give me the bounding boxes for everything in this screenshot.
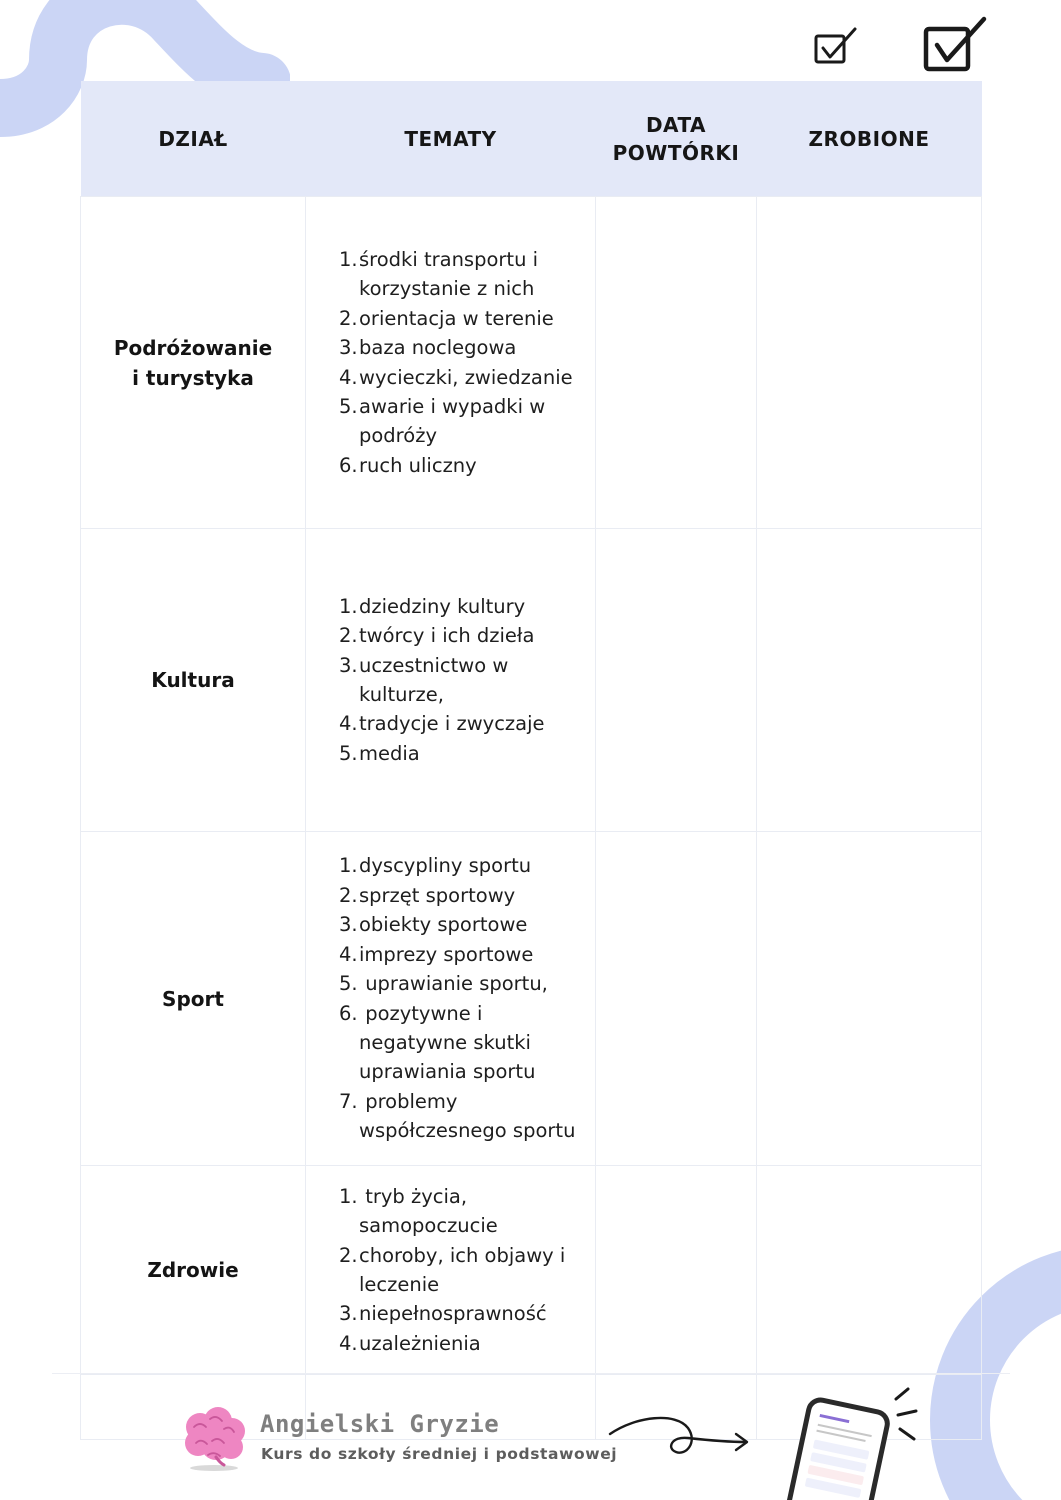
topic-item: 5. uprawianie sportu, bbox=[339, 972, 548, 996]
topic-item: 2.orientacja w terenie bbox=[339, 306, 554, 330]
section-cell bbox=[81, 197, 306, 529]
brain-logo-icon bbox=[180, 1405, 248, 1473]
section-label: Kultura bbox=[151, 668, 235, 692]
topic-item: 1.środki transportu i korzystanie z nich bbox=[339, 247, 539, 301]
topic-item: 1.dyscypliny sportu bbox=[339, 854, 532, 878]
topics-cell bbox=[306, 197, 596, 529]
topic-item: 1.dziedziny kultury bbox=[339, 594, 526, 618]
table-row bbox=[81, 197, 982, 529]
revision-table-wrapper bbox=[80, 81, 981, 1440]
revision-table bbox=[80, 81, 982, 1440]
section-cell bbox=[81, 1166, 306, 1375]
topic-item: 4.uzależnienia bbox=[339, 1331, 481, 1355]
table-row bbox=[81, 529, 982, 832]
topics-cell bbox=[306, 529, 596, 832]
brand-tagline: Kurs do szkoły średniej i podstawowej bbox=[261, 1445, 618, 1463]
topic-item: 7. problemy współczesnego sportu bbox=[339, 1089, 576, 1143]
brand-name: Angielski Gryzie bbox=[260, 1410, 500, 1438]
table-header-row bbox=[81, 81, 982, 197]
section-label: Podróżowanie bbox=[113, 335, 273, 360]
topic-item: 6.ruch uliczny bbox=[339, 453, 477, 477]
section-label: Zdrowie bbox=[147, 1258, 239, 1282]
done-cell[interactable] bbox=[757, 529, 982, 832]
empty-cell bbox=[596, 1375, 757, 1440]
topic-item: 3.uczestnictwo w kulturze, bbox=[339, 653, 509, 706]
topic-item: 2.choroby, ich objawy i leczenie bbox=[339, 1243, 566, 1296]
topic-item: 3.obiekty sportowe bbox=[339, 913, 528, 937]
topic-list bbox=[339, 851, 595, 1145]
table-row bbox=[81, 832, 982, 1166]
empty-cell bbox=[757, 1375, 982, 1440]
topic-list bbox=[339, 592, 595, 768]
header-dzial: DZIAŁ bbox=[81, 81, 306, 197]
topic-item: 5.media bbox=[339, 741, 420, 765]
topic-item: 2.twórcy i ich dzieła bbox=[339, 624, 535, 648]
done-cell[interactable] bbox=[757, 832, 982, 1166]
topic-list bbox=[339, 245, 595, 480]
review-date-cell[interactable] bbox=[596, 197, 757, 529]
topic-item: 6. pozytywne i negatywne skutki uprawiania sportu bbox=[339, 1001, 536, 1084]
checkbox-large-icon bbox=[922, 16, 988, 74]
header-tematy: TEMATY bbox=[306, 81, 596, 197]
topic-item: 5.awarie i wypadki w podróży bbox=[339, 394, 546, 448]
footer-divider bbox=[52, 1373, 1010, 1374]
topics-cell bbox=[306, 1166, 596, 1375]
section-label: i turystyka bbox=[132, 365, 254, 390]
topic-item: 3.niepełnosprawność bbox=[339, 1302, 547, 1326]
table-row bbox=[81, 1166, 982, 1375]
topic-item: 4.tradycje i zwyczaje bbox=[339, 712, 545, 736]
checkbox-small-icon bbox=[812, 26, 860, 68]
topics-cell bbox=[306, 832, 596, 1166]
review-date-cell[interactable] bbox=[596, 832, 757, 1166]
done-cell[interactable] bbox=[757, 1166, 982, 1375]
topic-list bbox=[339, 1182, 595, 1358]
header-zrobione: ZROBIONE bbox=[757, 81, 982, 197]
done-cell[interactable] bbox=[757, 197, 982, 529]
header-data-powtorki: DATA POWTÓRKI bbox=[596, 81, 757, 197]
topic-item: 4.imprezy sportowe bbox=[339, 942, 534, 966]
section-cell bbox=[81, 529, 306, 832]
topic-item: 2.sprzęt sportowy bbox=[339, 883, 516, 907]
section-cell bbox=[81, 832, 306, 1166]
topic-item: 3.baza noclegowa bbox=[339, 336, 517, 360]
topic-item: 1. tryb życia, samopoczucie bbox=[339, 1184, 498, 1238]
topic-item: 4.wycieczki, zwiedzanie bbox=[339, 365, 573, 389]
review-date-cell[interactable] bbox=[596, 529, 757, 832]
review-date-cell[interactable] bbox=[596, 1166, 757, 1375]
section-label: Sport bbox=[162, 986, 224, 1011]
